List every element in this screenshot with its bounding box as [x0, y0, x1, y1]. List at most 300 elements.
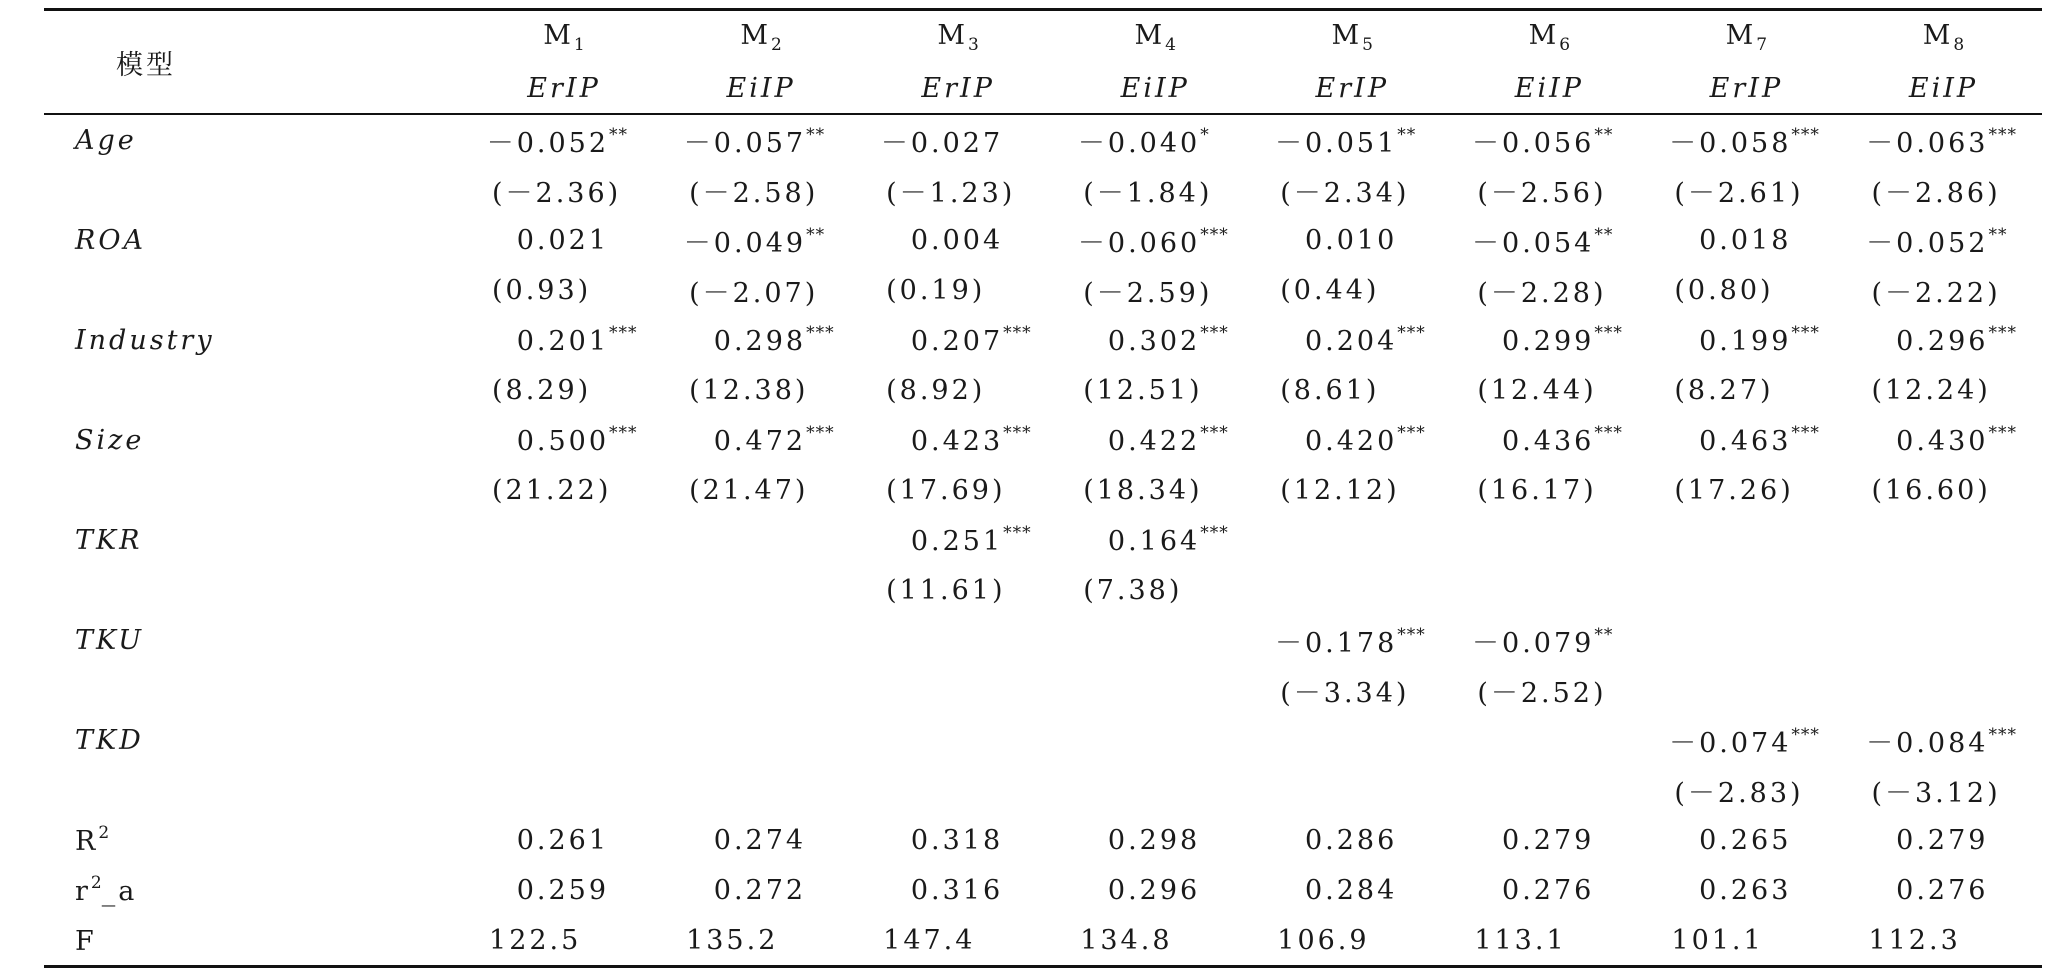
- coef-cell: [465, 114, 662, 165]
- stat-value: 0.265: [1699, 824, 1792, 856]
- table-row-coef-industry: [44, 315, 2042, 365]
- stat-cell: [1057, 915, 1254, 967]
- stat-cell: [1451, 915, 1648, 967]
- t-stat-value: (－2.56): [1477, 177, 1607, 209]
- empty-label: [44, 765, 465, 815]
- t-stat-cell: [663, 265, 860, 315]
- variable-label: TKD: [75, 724, 144, 756]
- t-stat-value: (－3.34): [1280, 677, 1410, 709]
- significance-stars: **: [1594, 124, 1614, 145]
- t-stat-cell: [1451, 765, 1648, 815]
- t-stat-value: (－2.83): [1674, 777, 1804, 809]
- coef-cell: [465, 715, 662, 765]
- significance-stars: ***: [1988, 724, 2017, 745]
- t-stat-cell: [1451, 365, 1648, 415]
- significance-stars: ***: [1988, 323, 2017, 343]
- coef-cell: [1845, 415, 2042, 465]
- table-row-coef-tku: [44, 615, 2042, 665]
- t-stat-value: (0.19): [886, 274, 986, 306]
- significance-stars: ***: [1200, 523, 1229, 543]
- model-header-7: $M_7$: [1648, 10, 1845, 64]
- t-stat-value: (12.44): [1477, 374, 1597, 406]
- t-stat-cell: [663, 165, 860, 215]
- t-stat-value: (18.34): [1083, 474, 1203, 506]
- t-stat-cell: [465, 665, 662, 715]
- coef-value: －0.051: [1274, 127, 1398, 159]
- t-stat-cell: [465, 565, 662, 615]
- coef-value: －0.084: [1866, 727, 1989, 759]
- dep-var-1: ErIP: [465, 63, 662, 114]
- t-stat-cell: [1845, 365, 2042, 415]
- coef-value: 0.010: [1304, 224, 1398, 256]
- coef-cell: [663, 315, 860, 365]
- table-row-coef-size: [44, 415, 2042, 465]
- dep-var-4: EiIP: [1057, 63, 1254, 114]
- table-row-tstat-roa: [44, 265, 2042, 315]
- model-header-2: $M_2$: [663, 10, 860, 64]
- significance-stars: ***: [1791, 724, 1820, 745]
- stat-cell: [1057, 815, 1254, 865]
- model-header-8: $M_8$: [1845, 10, 2042, 64]
- t-stat-cell: [1254, 765, 1451, 815]
- stat-value: 0.276: [1896, 874, 1989, 906]
- t-stat-cell: [663, 765, 860, 815]
- stat-cell: [860, 865, 1057, 915]
- significance-stars: ***: [806, 323, 835, 343]
- t-stat-cell: [1254, 565, 1451, 615]
- header-model-text: 模型: [116, 49, 176, 81]
- coef-cell: [663, 715, 860, 765]
- t-stat-value: (－2.59): [1083, 277, 1213, 309]
- coef-cell: [1254, 615, 1451, 665]
- stat-cell: [1057, 865, 1254, 915]
- t-stat-cell: [1451, 265, 1648, 315]
- stat-cell: [1254, 815, 1451, 865]
- t-stat-cell: [465, 165, 662, 215]
- dep-var-7: ErIP: [1648, 63, 1845, 114]
- table-row-tstat-age: [44, 165, 2042, 215]
- stat-suffix: _a: [101, 876, 138, 907]
- coef-value: －0.058: [1669, 127, 1792, 159]
- coef-cell: [1648, 415, 1845, 465]
- t-stat-value: (8.92): [886, 374, 986, 406]
- t-stat-value: (16.60): [1871, 474, 1991, 506]
- significance-stars: ***: [1003, 323, 1032, 343]
- stat-cell: [1254, 865, 1451, 915]
- t-stat-value: (－2.28): [1477, 277, 1607, 309]
- stat-cell: [1845, 815, 2042, 865]
- coef-cell: [1057, 415, 1254, 465]
- t-stat-cell: [860, 665, 1057, 715]
- stat-cell: [1451, 865, 1648, 915]
- significance-stars: ***: [1594, 323, 1623, 343]
- coef-value: 0.422: [1107, 426, 1201, 457]
- coef-value: －0.040: [1077, 127, 1201, 159]
- coef-cell: [663, 515, 860, 565]
- significance-stars: **: [806, 124, 826, 145]
- coef-value: 0.296: [1896, 326, 1989, 357]
- t-stat-cell: [1648, 765, 1845, 815]
- coef-cell: [1057, 315, 1254, 365]
- table-row-coef-tkd: [44, 715, 2042, 765]
- stat-value: 0.286: [1304, 824, 1398, 856]
- coef-cell: [465, 315, 662, 365]
- significance-stars: ***: [609, 423, 638, 443]
- significance-stars: **: [1397, 124, 1417, 145]
- coef-value: －0.079: [1472, 627, 1595, 659]
- coef-value: 0.004: [910, 224, 1004, 256]
- coef-cell: [1057, 515, 1254, 565]
- coef-cell: [1254, 515, 1451, 565]
- model-header-1: $M_1$: [465, 10, 662, 64]
- coef-value: －0.057: [683, 127, 807, 159]
- stat-value: 112.3: [1868, 924, 1961, 956]
- coef-value: 0.420: [1304, 426, 1398, 457]
- coef-value: 0.251: [910, 526, 1004, 557]
- stat-value: 101.1: [1671, 924, 1764, 956]
- t-stat-value: (－2.58): [689, 177, 819, 209]
- empty-label: [44, 165, 465, 215]
- model-header-6: $M_6$: [1451, 10, 1648, 64]
- t-stat-value: (8.27): [1674, 374, 1774, 406]
- t-stat-cell: [1845, 765, 2042, 815]
- table-row-coef-roa: [44, 215, 2042, 265]
- significance-stars: ***: [1791, 323, 1820, 343]
- coef-cell: [1451, 415, 1648, 465]
- regression-table: [44, 8, 2042, 968]
- stat-cell: [1845, 915, 2042, 967]
- coef-value: 0.430: [1896, 426, 1989, 457]
- t-stat-cell: [860, 265, 1057, 315]
- regression-table-container: [44, 8, 2042, 968]
- coef-cell: [860, 715, 1057, 765]
- coef-cell: [1254, 315, 1451, 365]
- table-row-stat: [44, 915, 2042, 967]
- coef-cell: [1451, 315, 1648, 365]
- table-row-tstat-industry: [44, 365, 2042, 415]
- stat-cell: [1648, 815, 1845, 865]
- stat-name: r: [75, 876, 91, 907]
- t-stat-value: (8.61): [1280, 374, 1380, 406]
- t-stat-value: (－1.84): [1083, 177, 1213, 209]
- coef-cell: [663, 114, 860, 165]
- t-stat-cell: [663, 565, 860, 615]
- table-row-stat: [44, 865, 2042, 915]
- coef-value: 0.199: [1699, 326, 1792, 357]
- t-stat-cell: [860, 465, 1057, 515]
- coef-value: 0.021: [516, 224, 610, 256]
- stat-name: F: [75, 926, 97, 957]
- stat-value: 122.5: [489, 924, 582, 956]
- t-stat-cell: [1057, 765, 1254, 815]
- empty-label: [44, 465, 465, 515]
- coef-value: －0.054: [1472, 227, 1595, 259]
- t-stat-cell: [1648, 465, 1845, 515]
- model-header-3: $M_3$: [860, 10, 1057, 64]
- significance-stars: ***: [609, 323, 638, 343]
- coef-cell: [1254, 715, 1451, 765]
- t-stat-value: (12.38): [689, 374, 809, 406]
- dep-var-8: EiIP: [1845, 63, 2042, 114]
- significance-stars: **: [1988, 224, 2008, 245]
- coef-value: －0.049: [683, 227, 807, 259]
- significance-stars: ***: [1988, 423, 2017, 443]
- coef-value: 0.302: [1107, 326, 1201, 357]
- t-stat-cell: [1451, 665, 1648, 715]
- table-row-tstat-tkd: [44, 765, 2042, 815]
- t-stat-cell: [860, 765, 1057, 815]
- t-stat-value: (－2.61): [1674, 177, 1804, 209]
- stat-value: 0.279: [1896, 824, 1989, 856]
- stat-value: 135.2: [686, 924, 779, 956]
- stat-cell: [465, 815, 662, 865]
- t-stat-cell: [1648, 265, 1845, 315]
- t-stat-value: (12.51): [1083, 374, 1203, 406]
- stat-label: [44, 915, 465, 967]
- dep-var-3: ErIP: [860, 63, 1057, 114]
- t-stat-cell: [663, 465, 860, 515]
- coef-cell: [860, 114, 1057, 165]
- t-stat-value: (11.61): [886, 574, 1006, 606]
- t-stat-cell: [1057, 565, 1254, 615]
- t-stat-cell: [1648, 165, 1845, 215]
- t-stat-value: (－2.36): [492, 177, 622, 209]
- coef-cell: [860, 515, 1057, 565]
- coef-value: 0.436: [1502, 426, 1595, 457]
- t-stat-cell: [1057, 465, 1254, 515]
- stat-cell: [663, 915, 860, 967]
- t-stat-cell: [1845, 665, 2042, 715]
- significance-stars: **: [609, 124, 629, 145]
- significance-stars: ***: [806, 423, 835, 443]
- t-stat-value: (21.22): [492, 474, 612, 506]
- stat-cell: [860, 815, 1057, 865]
- coef-cell: [860, 415, 1057, 465]
- t-stat-cell: [1845, 565, 2042, 615]
- t-stat-value: (－2.34): [1280, 177, 1410, 209]
- significance-stars: ***: [1988, 124, 2017, 145]
- t-stat-cell: [1451, 565, 1648, 615]
- t-stat-value: (－2.07): [689, 277, 819, 309]
- coef-cell: [663, 615, 860, 665]
- coef-cell: [1648, 315, 1845, 365]
- dep-var-2: EiIP: [663, 63, 860, 114]
- coef-value: －0.178: [1274, 627, 1398, 659]
- significance-stars: **: [1594, 624, 1614, 645]
- stat-cell: [1648, 915, 1845, 967]
- t-stat-value: (－2.22): [1871, 277, 2001, 309]
- significance-stars: ***: [1003, 423, 1032, 443]
- table-row-coef-tkr: [44, 515, 2042, 565]
- coef-value: 0.423: [910, 426, 1004, 457]
- t-stat-value: (17.69): [886, 474, 1006, 506]
- coef-value: －0.052: [486, 127, 610, 159]
- significance-stars: ***: [1594, 423, 1623, 443]
- significance-stars: ***: [1200, 423, 1229, 443]
- table-row-stat: [44, 815, 2042, 865]
- coef-value: 0.201: [516, 326, 610, 357]
- t-stat-value: (8.29): [492, 374, 592, 406]
- coef-cell: [1845, 215, 2042, 265]
- coef-cell: [465, 615, 662, 665]
- t-stat-cell: [1254, 465, 1451, 515]
- variable-label: Size: [75, 424, 145, 456]
- significance-stars: ***: [1003, 523, 1032, 543]
- stat-value: 106.9: [1277, 924, 1370, 956]
- stat-value: 0.316: [910, 874, 1004, 906]
- t-stat-cell: [1648, 565, 1845, 615]
- t-stat-cell: [663, 365, 860, 415]
- t-stat-cell: [860, 165, 1057, 215]
- model-header-5: $M_5$: [1254, 10, 1451, 64]
- stat-superscript: 2: [90, 873, 102, 893]
- t-stat-cell: [1845, 465, 2042, 515]
- significance-stars: *: [1200, 124, 1210, 145]
- stat-value: 0.298: [1107, 824, 1201, 856]
- t-stat-cell: [1648, 365, 1845, 415]
- t-stat-value: (0.80): [1674, 274, 1774, 306]
- stat-name: R: [75, 826, 99, 857]
- coef-cell: [1057, 114, 1254, 165]
- t-stat-value: (16.17): [1477, 474, 1597, 506]
- coef-value: 0.204: [1304, 326, 1398, 357]
- stat-cell: [663, 865, 860, 915]
- significance-stars: **: [806, 224, 826, 245]
- t-stat-value: (－2.52): [1477, 677, 1607, 709]
- stat-value: 0.261: [516, 824, 610, 856]
- stat-value: 147.4: [883, 924, 976, 956]
- dep-var-6: EiIP: [1451, 63, 1648, 114]
- header-row-models: [44, 10, 2042, 64]
- stat-value: 0.259: [516, 874, 610, 906]
- t-stat-cell: [1254, 165, 1451, 215]
- stat-cell: [1451, 815, 1648, 865]
- stat-cell: [1254, 915, 1451, 967]
- coef-value: 0.164: [1107, 526, 1201, 557]
- empty-label: [44, 665, 465, 715]
- t-stat-cell: [1057, 665, 1254, 715]
- empty-label: [44, 565, 465, 615]
- variable-label: Industry: [75, 324, 215, 356]
- coef-cell: [860, 615, 1057, 665]
- stat-value: 0.279: [1502, 824, 1595, 856]
- coef-cell: [663, 415, 860, 465]
- t-stat-cell: [1648, 665, 1845, 715]
- t-stat-cell: [1845, 165, 2042, 215]
- table-row-tstat-tku: [44, 665, 2042, 715]
- variable-label: TKU: [75, 624, 144, 656]
- stat-cell: [663, 815, 860, 865]
- coef-cell: [860, 315, 1057, 365]
- coef-cell: [1057, 215, 1254, 265]
- coef-cell: [1845, 715, 2042, 765]
- coef-value: 0.298: [713, 326, 807, 357]
- model-header-4: $M_4$: [1057, 10, 1254, 64]
- stat-cell: [1845, 865, 2042, 915]
- t-stat-value: (12.24): [1871, 374, 1991, 406]
- coef-value: －0.063: [1866, 127, 1989, 159]
- header-model-label: [44, 10, 465, 115]
- stat-value: 0.274: [713, 824, 807, 856]
- coef-cell: [1451, 615, 1648, 665]
- coef-value: 0.500: [516, 426, 610, 457]
- t-stat-cell: [1254, 665, 1451, 715]
- t-stat-cell: [1845, 265, 2042, 315]
- coef-cell: [1648, 515, 1845, 565]
- coef-value: 0.018: [1699, 224, 1792, 256]
- t-stat-cell: [1254, 365, 1451, 415]
- variable-label: TKR: [75, 524, 143, 556]
- t-stat-cell: [465, 765, 662, 815]
- coef-cell: [465, 515, 662, 565]
- stat-superscript: 2: [98, 823, 110, 843]
- significance-stars: ***: [1397, 624, 1426, 645]
- variable-label: ROA: [75, 224, 146, 256]
- coef-cell: [1845, 515, 2042, 565]
- significance-stars: ***: [1791, 124, 1820, 145]
- stat-cell: [465, 865, 662, 915]
- table-row-tstat-size: [44, 465, 2042, 515]
- t-stat-cell: [860, 365, 1057, 415]
- significance-stars: **: [1594, 224, 1614, 245]
- coef-cell: [1057, 715, 1254, 765]
- stat-value: 0.296: [1107, 874, 1201, 906]
- coef-cell: [1057, 615, 1254, 665]
- significance-stars: ***: [1791, 423, 1820, 443]
- significance-stars: ***: [1397, 323, 1426, 343]
- t-stat-value: (21.47): [689, 474, 809, 506]
- stat-value: 0.318: [910, 824, 1004, 856]
- t-stat-cell: [860, 565, 1057, 615]
- coef-value: －0.027: [880, 127, 1004, 159]
- empty-label: [44, 265, 465, 315]
- significance-stars: ***: [1200, 224, 1229, 245]
- coef-cell: [1254, 114, 1451, 165]
- coef-cell: [663, 215, 860, 265]
- t-stat-value: (0.93): [492, 274, 592, 306]
- coef-value: －0.060: [1077, 227, 1201, 259]
- stat-value: 0.276: [1502, 874, 1595, 906]
- coef-cell: [465, 215, 662, 265]
- t-stat-cell: [1451, 465, 1648, 515]
- stat-value: 0.284: [1304, 874, 1398, 906]
- t-stat-cell: [1057, 365, 1254, 415]
- t-stat-cell: [1451, 165, 1648, 215]
- t-stat-cell: [465, 265, 662, 315]
- coef-value: －0.056: [1472, 127, 1595, 159]
- significance-stars: ***: [1200, 323, 1229, 343]
- t-stat-value: (0.44): [1280, 274, 1380, 306]
- coef-cell: [1451, 715, 1648, 765]
- coef-value: －0.052: [1866, 227, 1989, 259]
- stat-label: [44, 865, 465, 915]
- significance-stars: ***: [1397, 423, 1426, 443]
- t-stat-cell: [465, 365, 662, 415]
- coef-cell: [1845, 615, 2042, 665]
- t-stat-value: (7.38): [1083, 574, 1183, 606]
- coef-cell: [1648, 715, 1845, 765]
- coef-cell: [1451, 215, 1648, 265]
- t-stat-cell: [1057, 165, 1254, 215]
- stat-cell: [1648, 865, 1845, 915]
- coef-cell: [1845, 114, 2042, 165]
- coef-cell: [1451, 515, 1648, 565]
- coef-cell: [1254, 215, 1451, 265]
- coef-value: 0.472: [713, 426, 807, 457]
- t-stat-cell: [1254, 265, 1451, 315]
- t-stat-cell: [465, 465, 662, 515]
- stat-value: 0.272: [713, 874, 807, 906]
